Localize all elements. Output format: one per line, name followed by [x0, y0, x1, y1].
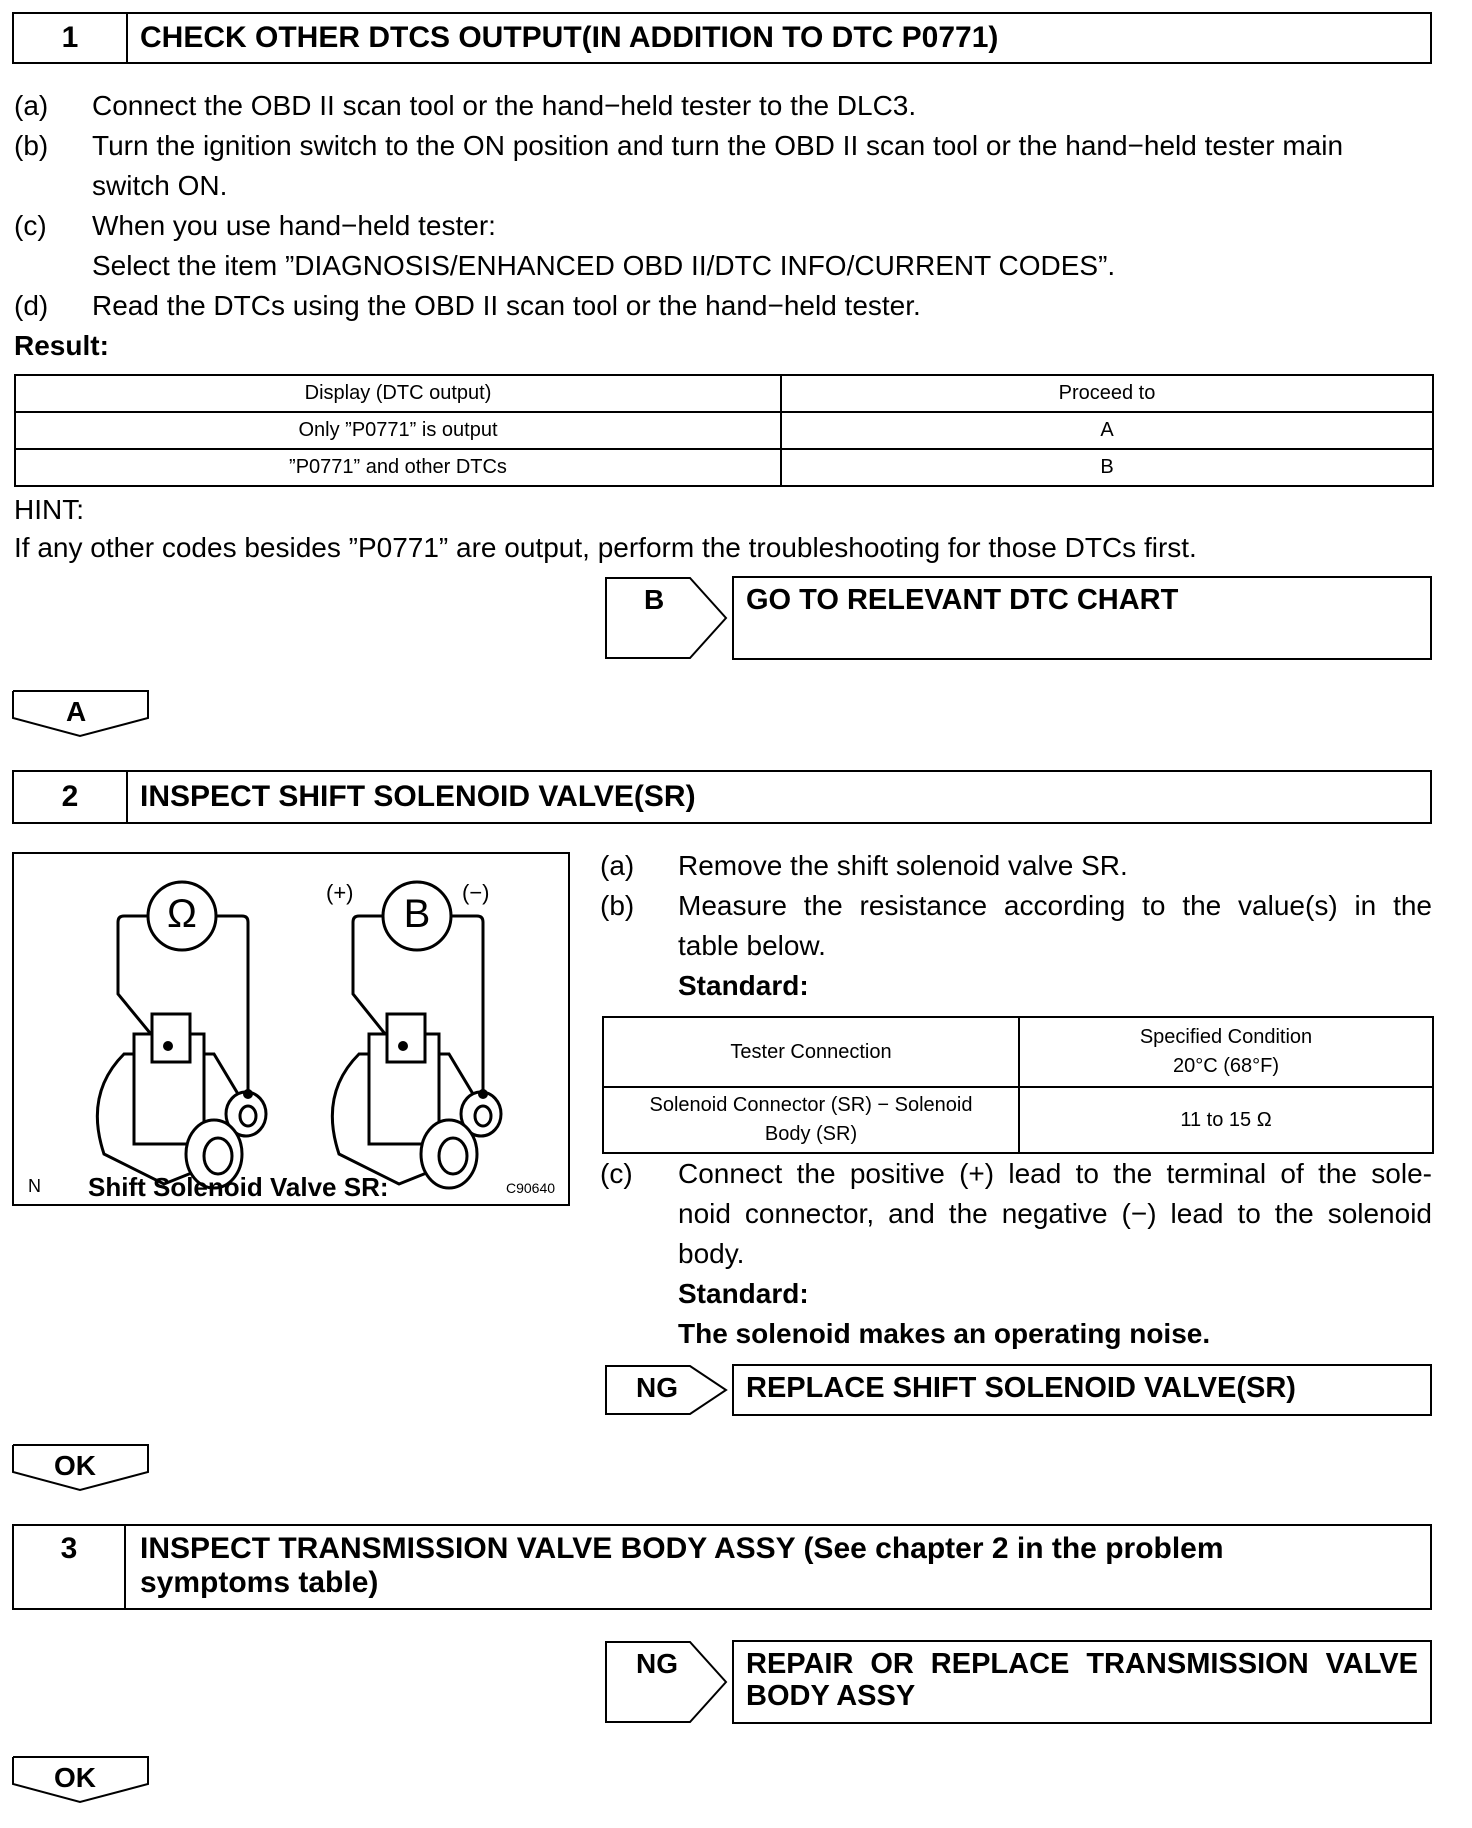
hint-text: If any other codes besides ”P0771” are output, perform the troubleshooting for those DTCs first.	[14, 532, 1197, 563]
next-label: A	[66, 696, 87, 727]
branch-action: REPLACE SHIFT SOLENOID VALVE(SR)	[732, 1364, 1432, 1416]
branch-action	[732, 1640, 1432, 1724]
table-cell	[603, 1087, 1019, 1153]
table-cell: Only ”P0771” is output	[15, 412, 781, 449]
battery-symbol: B	[403, 892, 431, 936]
minus-label: (−)	[462, 880, 490, 905]
item-text: Connect the OBD II scan tool or the hand−held tester to the DLC3.	[92, 90, 917, 121]
figure-caption: Shift Solenoid Valve SR:	[88, 1172, 389, 1202]
step-title: CHECK OTHER DTCS OUTPUT(IN ADDITION TO DTC P0771)	[140, 21, 999, 54]
item-text: Connect the positive (+) lead to the terminal of the sole-	[678, 1158, 1432, 1189]
standard-text: The solenoid makes an operating noise.	[678, 1318, 1211, 1349]
item-label: (b)	[14, 130, 49, 161]
item-text: switch ON.	[92, 170, 228, 201]
branch-action: GO TO RELEVANT DTC CHART	[732, 576, 1432, 660]
ohmmeter-symbol: Ω	[167, 892, 197, 936]
item-text: When you use hand−held tester:	[92, 210, 496, 241]
solenoid-figure	[12, 852, 570, 1206]
item-text: noid connector, and the negative (−) lead to the solenoid	[678, 1198, 1432, 1229]
table-cell: ”P0771” and other DTCs	[15, 449, 781, 486]
plus-label: (+)	[326, 880, 354, 905]
branch-label: NG	[636, 1648, 678, 1679]
figure-corner-label: N	[28, 1176, 41, 1196]
item-label: (b)	[600, 890, 635, 921]
table-header: Proceed to	[781, 375, 1433, 412]
branch-arrow-box	[604, 576, 730, 660]
result-table	[14, 374, 1434, 487]
standard-label: Standard:	[678, 1278, 809, 1309]
table-cell-line: Solenoid Connector (SR) − Solenoid	[649, 1094, 973, 1116]
item-text: Select the item ”DIAGNOSIS/ENHANCED OBD II/DTC INFO/CURRENT CODES”.	[92, 250, 1116, 281]
solenoid-valve-illustration	[14, 854, 568, 1204]
table-cell: 11 to 15 Ω	[1019, 1087, 1433, 1153]
step-3-header	[12, 1524, 1432, 1610]
hint-label: HINT:	[14, 494, 84, 525]
spec-table	[602, 1016, 1434, 1154]
item-label: (c)	[14, 210, 47, 241]
table-header: Display (DTC output)	[15, 375, 781, 412]
item-text: Remove the shift solenoid valve SR.	[678, 850, 1128, 881]
result-label: Result:	[14, 330, 109, 361]
step-title	[140, 1526, 1422, 1608]
table-cell: B	[781, 449, 1433, 486]
step-number-text: 3	[60, 1532, 78, 1565]
branch-action-line: REPAIR OR REPLACE TRANSMISSION VALVE	[746, 1648, 1418, 1680]
item-text: table below.	[678, 930, 826, 961]
step-number	[14, 1526, 126, 1608]
table-header: Tester Connection	[603, 1017, 1019, 1087]
branch-action-line: BODY ASSY	[746, 1680, 916, 1712]
item-label: (c)	[600, 1158, 633, 1189]
table-header-line: 20°C (68°F)	[1172, 1055, 1280, 1077]
step-title: INSPECT SHIFT SOLENOID VALVE(SR)	[140, 780, 696, 813]
step-number: 2	[14, 772, 128, 822]
table-header-line: Specified Condition	[1139, 1026, 1313, 1048]
step-2-header	[12, 770, 1432, 824]
item-label: (d)	[14, 290, 49, 321]
item-text: body.	[678, 1238, 745, 1269]
item-text: Turn the ignition switch to the ON position and turn the OBD II scan tool or the hand−held tester main	[92, 130, 1344, 161]
branch-label: B	[644, 584, 665, 615]
table-header	[1019, 1017, 1433, 1087]
item-label: (a)	[600, 850, 635, 881]
next-label: OK	[54, 1762, 96, 1793]
step-number: 1	[14, 14, 128, 62]
branch-label: NG	[636, 1372, 678, 1403]
step-1-header	[12, 12, 1432, 64]
next-label: OK	[54, 1450, 96, 1481]
step-title-line: symptoms table)	[140, 1566, 379, 1599]
item-text: Measure the resistance according to the value(s) in the	[678, 890, 1432, 921]
item-text: Read the DTCs using the OBD II scan tool or the hand−held tester.	[92, 290, 921, 321]
table-cell-line: Body (SR)	[764, 1123, 858, 1145]
standard-label: Standard:	[678, 970, 809, 1001]
figure-code: C90640	[506, 1180, 556, 1196]
table-cell: A	[781, 412, 1433, 449]
item-label: (a)	[14, 90, 49, 121]
step-title-line: INSPECT TRANSMISSION VALVE BODY ASSY (See chapter 2 in the problem	[140, 1532, 1224, 1565]
